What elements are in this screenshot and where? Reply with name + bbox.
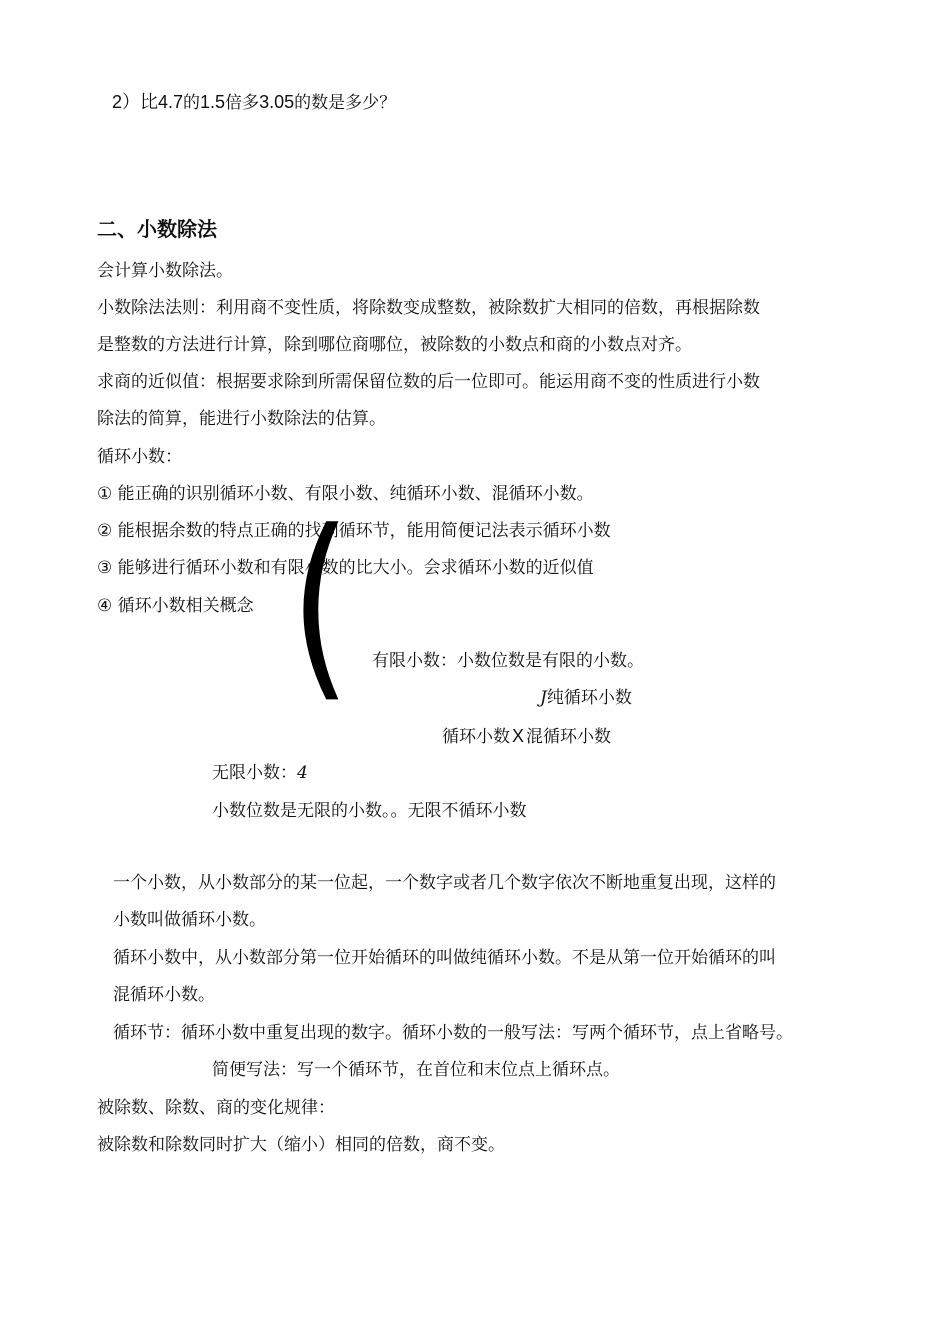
definition-line: 小数叫做循环小数。 [113,910,266,930]
definition-line: 被除数和除数同时扩大（缩小）相同的倍数，商不变。 [97,1135,505,1155]
pure-label: 纯循环小数 [546,688,632,708]
list-item-1: ① 能正确的识别循环小数、有限小数、纯循环小数、混循环小数。 [97,484,594,504]
section-heading: 二、小数除法 [97,217,217,241]
definition-line: 循环节：循环小数中重复出现的数字。循环小数的一般写法：写两个循环节，点上省略号。 [113,1023,793,1043]
question-text: 倍多 [225,93,260,113]
recurring-label: 循环小数 [442,727,510,747]
big-bracket: ( [290,488,351,721]
number-4-7: 4.7 [158,92,184,112]
question-text: 的 [183,93,201,113]
rule-line-2: 是整数的方法进行计算，除到哪位商哪位，被除数的小数点和商的小数点对齐。 [97,335,692,355]
question-2 [112,90,396,115]
approx-line-2: 除法的简算，能进行小数除法的估算。 [97,409,386,429]
x-mark: X [512,726,525,746]
question-number: 2）比 [112,92,159,112]
list-item-2: ② 能根据余数的特点正确的找到循环节，能用简便记法表示循环小数 [97,521,611,541]
finite-decimal: 有限小数：小数位数是有限的小数。 [372,651,644,671]
list-item-3: ③ 能够进行循环小数和有限小数的比大小。会求循环小数的近似值 [97,558,594,578]
list-item-4: ④ 循环小数相关概念 [97,596,254,616]
recurring-mixed-row [442,724,611,749]
infinite-decimal [212,761,308,785]
rule-line-1: 小数除法法则：利用商不变性质，将除数变成整数，被除数扩大相同的倍数，再根据除数 [97,298,760,318]
question-text: 的数是多少？ [294,93,397,113]
infinite-mark: 4 [297,763,308,783]
recurring-label: 循环小数： [97,447,182,467]
infinite-description: 小数位数是无限的小数。。无限不循环小数 [212,801,527,821]
number-1-5: 1.5 [200,92,226,112]
definition-line: 简便写法：写一个循环节，在首位和末位点上循环点。 [212,1060,620,1080]
approx-line-1: 求商的近似值：根据要求除到所需保留位数的后一位即可。能运用商不变的性质进行小数 [97,372,760,392]
definition-line: 被除数、除数、商的变化规律： [97,1098,335,1118]
number-3-05: 3.05 [259,92,295,112]
intro-line: 会计算小数除法。 [97,261,233,281]
pure-recurring [540,686,632,710]
infinite-label: 无限小数： [212,763,297,783]
definition-line: 混循环小数。 [113,985,215,1005]
pure-mark: J [540,688,547,708]
definition-line: 循环小数中，从小数部分第一位开始循环的叫做纯循环小数。不是从第一位开始循环的叫 [113,948,776,968]
mixed-label: 混循环小数 [526,727,612,747]
definition-line: 一个小数，从小数部分的某一位起，一个数字或者几个数字依次不断地重复出现，这样的 [113,873,776,893]
